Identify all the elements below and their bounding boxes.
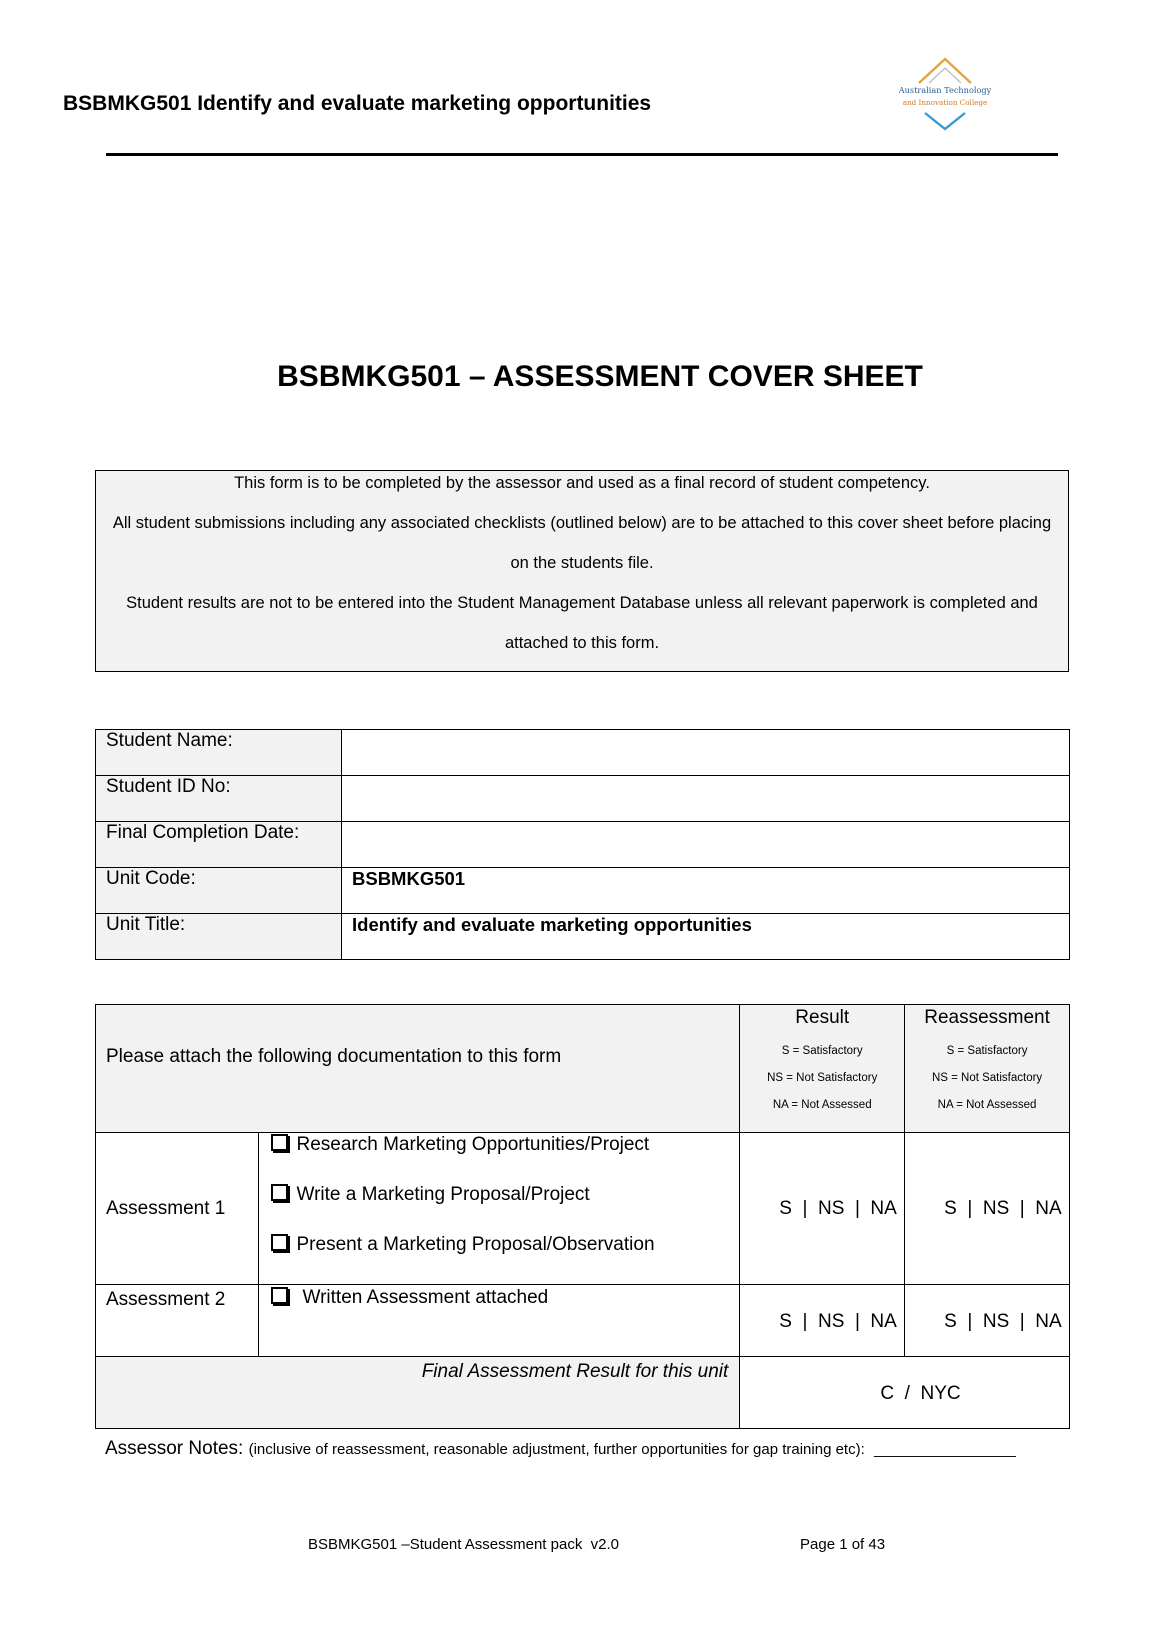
unit-title-value: Identify and evaluate marketing opportunities: [342, 914, 1070, 960]
assessment-2-reassessment[interactable]: S | NS | NA: [905, 1285, 1070, 1357]
footer-document-title: BSBMKG501 –Student Assessment pack v2.0: [308, 1536, 620, 1553]
legend-not-satisfactory: NS = Not Satisfactory: [931, 1072, 1043, 1084]
logo-roof: [919, 59, 971, 83]
checkbox-icon[interactable]: [271, 1287, 288, 1304]
final-result-value[interactable]: C / NYC: [740, 1357, 1070, 1429]
checklist-item: Written Assessment attached: [271, 1285, 728, 1311]
checklist-item: Write a Marketing Proposal/Project: [271, 1183, 728, 1207]
reassessment-header: Reassessment: [924, 1007, 1050, 1028]
documentation-table: [95, 1004, 1070, 1429]
checkbox-icon[interactable]: [271, 1184, 288, 1201]
student-details-table: [95, 729, 1070, 960]
footer-page-number: Page 1 of 43: [800, 1536, 886, 1553]
assessment-1-items: [258, 1133, 740, 1285]
unit-code-value: BSBMKG501: [342, 868, 1070, 914]
documentation-intro: Please attach the following documentation to this form: [96, 1005, 740, 1133]
checkbox-icon[interactable]: [271, 1234, 288, 1251]
header-rule: [106, 153, 1058, 156]
logo-line2: and Innovation College: [902, 98, 988, 107]
completion-date-label: Final Completion Date:: [96, 822, 342, 868]
assessment-1-result[interactable]: S | NS | NA: [740, 1133, 905, 1285]
student-id-field[interactable]: [342, 776, 1070, 822]
checklist-item: Research Marketing Opportunities/Project: [271, 1133, 728, 1157]
student-name-label: Student Name:: [96, 730, 342, 776]
assessment-2-items: [258, 1285, 740, 1357]
legend-satisfactory: S = Satisfactory: [946, 1045, 1028, 1057]
header-title: BSBMKG501 Identify and evaluate marketing opportunities: [63, 92, 652, 115]
page-title: BSBMKG501 – ASSESSMENT COVER SHEET: [277, 360, 923, 393]
unit-title-label: Unit Title:: [96, 914, 342, 960]
assessor-notes-label: Assessor Notes:: [105, 1438, 244, 1459]
legend-satisfactory: S = Satisfactory: [781, 1045, 863, 1057]
assessor-notes: [105, 1438, 1016, 1460]
logo-chevron: [925, 113, 965, 129]
table-row: [96, 914, 1070, 960]
table-row: [96, 1357, 1070, 1429]
student-id-label: Student ID No:: [96, 776, 342, 822]
completion-date-field[interactable]: [342, 822, 1070, 868]
assessor-notes-detail: (inclusive of reassessment, reasonable adjustment, further opportunities for gap training etc):: [248, 1441, 865, 1458]
assessment-1-reassessment[interactable]: S | NS | NA: [905, 1133, 1070, 1285]
assessment-2-result[interactable]: S | NS | NA: [740, 1285, 905, 1357]
assessment-2-label: Assessment 2: [96, 1285, 259, 1357]
instruction-line-1: This form is to be completed by the assessor and used as a final record of student competency.: [234, 474, 930, 492]
legend-not-assessed: NA = Not Assessed: [937, 1099, 1037, 1111]
college-logo: [895, 55, 995, 135]
table-row: [96, 868, 1070, 914]
result-header: Result: [795, 1007, 850, 1028]
table-row: [96, 1133, 1070, 1285]
table-row: [96, 822, 1070, 868]
instruction-line-2: All student submissions including any associated checklists (outlined below) are to be attached to this cover sheet before placing on the students file.: [112, 514, 1052, 572]
reassessment-header-cell: [905, 1005, 1070, 1133]
result-header-cell: [740, 1005, 905, 1133]
instructions-box: [95, 470, 1069, 672]
assessment-1-label: Assessment 1: [96, 1133, 259, 1285]
student-name-field[interactable]: [342, 730, 1070, 776]
unit-code-label: Unit Code:: [96, 868, 342, 914]
legend-not-assessed: NA = Not Assessed: [772, 1099, 872, 1111]
logo-line1: Australian Technology: [898, 85, 992, 95]
table-row: [96, 776, 1070, 822]
table-row: [96, 730, 1070, 776]
table-row: [96, 1005, 1070, 1133]
legend-not-satisfactory: NS = Not Satisfactory: [767, 1072, 878, 1084]
checkbox-icon[interactable]: [271, 1134, 288, 1151]
checklist-item: Present a Marketing Proposal/Observation: [271, 1233, 728, 1257]
table-row: [96, 1285, 1070, 1357]
assessor-notes-field[interactable]: _________________: [874, 1441, 1016, 1458]
final-result-label: Final Assessment Result for this unit: [96, 1357, 740, 1429]
instruction-line-3: Student results are not to be entered into the Student Management Database unless all relevant paperwork is completed and attached to this form.: [126, 594, 1038, 652]
